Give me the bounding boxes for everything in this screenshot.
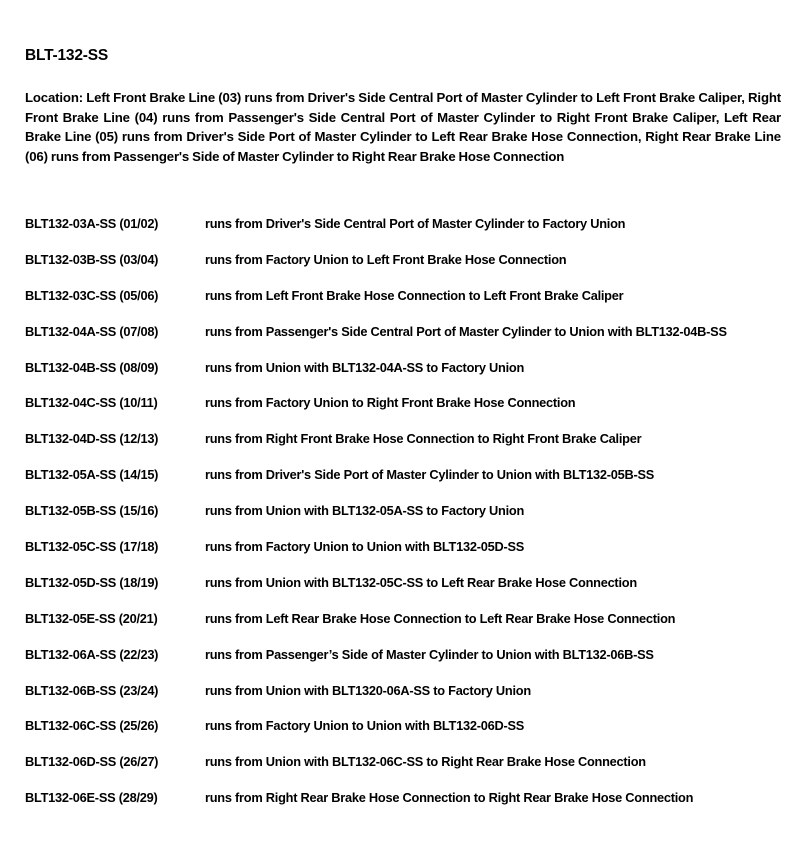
part-code: BLT132-06D-SS (26/27) (25, 754, 159, 770)
part-code: BLT132-05B-SS (15/16) (25, 503, 159, 519)
part-description: runs from Right Front Brake Hose Connection to Right Front Brake Caliper (205, 431, 642, 447)
part-row (25, 645, 785, 681)
part-code: BLT132-06B-SS (23/24) (25, 682, 159, 698)
part-row (25, 609, 785, 645)
part-code: BLT132-04C-SS (10/11) (25, 395, 158, 411)
part-description: runs from Union with BLT1320-06A-SS to Factory Union (205, 682, 531, 698)
part-code: BLT132-04B-SS (08/09) (25, 359, 159, 375)
part-description: runs from Driver's Side Central Port of Master Cylinder to Factory Union (205, 216, 626, 231)
part-code: BLT132-05D-SS (18/19) (25, 574, 159, 590)
part-code: BLT132-06E-SS (28/29) (25, 790, 158, 806)
part-description: runs from Union with BLT132-05C-SS to Left Rear Brake Hose Connection (205, 574, 637, 590)
part-code: BLT132-06A-SS (22/23) (25, 646, 159, 662)
part-code: BLT132-06C-SS (25/26) (25, 718, 159, 734)
part-code: BLT132-03B-SS (03/04) (25, 251, 159, 267)
part-description: runs from Union with BLT132-06C-SS to Right Rear Brake Hose Connection (205, 754, 646, 770)
part-row (25, 716, 785, 752)
document-title: BLT-132-SS (25, 47, 108, 64)
parts-list (25, 214, 785, 824)
part-description: runs from Left Front Brake Hose Connection to Left Front Brake Caliper (205, 287, 624, 303)
part-description: runs from Left Rear Brake Hose Connection to Left Rear Brake Hose Connection (205, 610, 676, 626)
location-description: Location: Left Front Brake Line (03) runs from Driver's Side Central Port of Master Cylinder to Left Front Brake Caliper, Right Front Brake Line (04) runs from Passenger's Side Central Port of Master Cylinder to Right Front Brake Caliper, Left Rear Brake Line (05) runs from Driver's Side Port of Master Cylinder to Left Rear Brake Hose Connection, Right Rear Brake Line (06) runs from Passenger's Side of Master Cylinder to Right Rear Brake Hose Connection (25, 90, 781, 164)
part-description: runs from Union with BLT132-05A-SS to Factory Union (205, 503, 525, 519)
part-row (25, 393, 785, 429)
part-description: runs from Passenger’s Side of Master Cylinder to Union with BLT132-06B-SS (205, 646, 654, 662)
part-description: runs from Union with BLT132-04A-SS to Factory Union (205, 359, 525, 375)
part-row (25, 250, 785, 286)
part-row (25, 573, 785, 609)
part-description: runs from Factory Union to Union with BLT132-06D-SS (205, 718, 525, 734)
part-description: runs from Right Rear Brake Hose Connection to Right Rear Brake Hose Connection (205, 790, 694, 806)
part-row (25, 501, 785, 537)
part-code: BLT132-05E-SS (20/21) (25, 610, 158, 626)
part-description: runs from Factory Union to Union with BLT132-05D-SS (205, 539, 525, 555)
part-row (25, 322, 785, 358)
part-code: BLT132-03A-SS (01/02) (25, 216, 159, 231)
part-code: BLT132-04A-SS (07/08) (25, 323, 159, 339)
part-row (25, 214, 785, 250)
part-description: runs from Factory Union to Left Front Brake Hose Connection (205, 251, 567, 267)
part-code: BLT132-05A-SS (14/15) (25, 467, 159, 483)
part-row (25, 358, 785, 394)
part-row (25, 429, 785, 465)
part-description: runs from Driver's Side Port of Master Cylinder to Union with BLT132-05B-SS (205, 467, 655, 483)
part-row (25, 681, 785, 717)
part-code: BLT132-03C-SS (05/06) (25, 287, 159, 303)
part-description: runs from Factory Union to Right Front Brake Hose Connection (205, 395, 576, 411)
part-row (25, 752, 785, 788)
part-row (25, 537, 785, 573)
part-description: runs from Passenger's Side Central Port of Master Cylinder to Union with BLT132-04B-SS (205, 323, 727, 339)
part-code: BLT132-04D-SS (12/13) (25, 431, 159, 447)
part-row (25, 286, 785, 322)
part-row (25, 788, 785, 824)
part-code: BLT132-05C-SS (17/18) (25, 539, 159, 555)
part-row (25, 465, 785, 501)
